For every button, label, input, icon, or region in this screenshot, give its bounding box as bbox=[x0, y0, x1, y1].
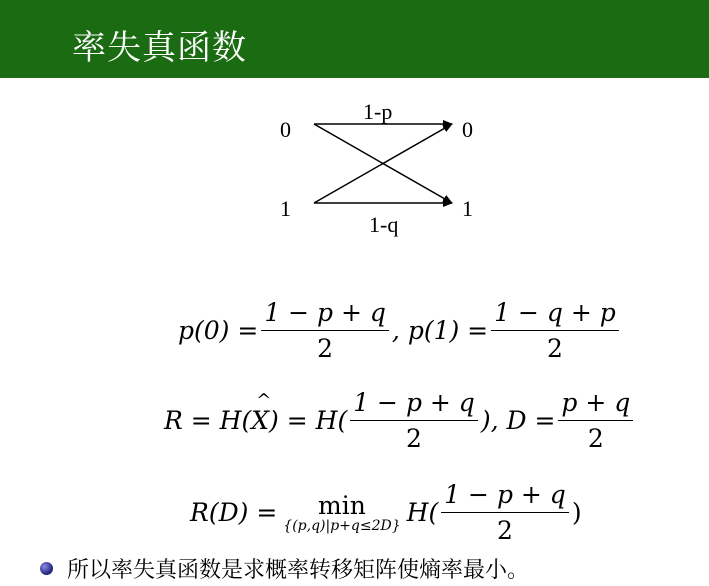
eq2-hat-variable: ^ X bbox=[251, 406, 269, 435]
eq3-lhs: R(D) = bbox=[190, 498, 278, 527]
eq3-min-subscript: {(p,q)|p+q≤2D} bbox=[283, 518, 401, 534]
eq1-frac2-numerator: 1 − q + p bbox=[491, 298, 619, 331]
eq3-h-open: H( bbox=[406, 498, 439, 527]
eq2-fraction-1 bbox=[350, 388, 478, 453]
node-left-0: 0 bbox=[280, 117, 291, 142]
node-left-1: 1 bbox=[280, 196, 291, 221]
eq1-fraction-1 bbox=[261, 298, 389, 363]
eq1-frac1-numerator: 1 − p + q bbox=[261, 298, 389, 331]
eq2-fraction-2 bbox=[558, 388, 633, 453]
eq3-frac-denominator: 2 bbox=[497, 516, 513, 545]
bullet-dot-icon bbox=[40, 562, 53, 575]
eq1-frac1-denominator: 2 bbox=[317, 334, 334, 363]
eq2-frac1-numerator: 1 − p + q bbox=[350, 388, 478, 421]
eq1-lhs: p(0) = bbox=[178, 316, 259, 345]
eq3-min-label: min bbox=[318, 491, 366, 520]
edge-label-bottom: 1-q bbox=[369, 212, 399, 237]
equation-1 bbox=[178, 298, 622, 363]
node-right-0: 0 bbox=[462, 117, 473, 142]
eq1-fraction-2 bbox=[491, 298, 619, 363]
bullet-text: 所以率失真函数是求概率转移矩阵使熵率最小。 bbox=[67, 558, 530, 583]
eq1-frac2-denominator: 2 bbox=[546, 334, 563, 363]
eq2-frac2-denominator: 2 bbox=[587, 424, 604, 453]
eq3-min-operator bbox=[283, 491, 400, 534]
node-right-1: 1 bbox=[462, 196, 473, 221]
slide-title: 率失真函数 bbox=[72, 28, 247, 68]
edge-label-top: 1-p bbox=[363, 99, 393, 124]
title-bar bbox=[0, 0, 709, 78]
eq2-lhs-a: R = H( bbox=[164, 406, 252, 435]
eq2-lhs-b: ) = H( bbox=[269, 406, 348, 435]
bullet-item bbox=[40, 553, 529, 584]
eq3-fraction bbox=[441, 480, 569, 545]
eq1-mid: , p(1) = bbox=[391, 316, 489, 345]
eq2-frac1-denominator: 2 bbox=[406, 424, 422, 453]
eq2-mid: ), D = bbox=[480, 406, 556, 435]
eq2-frac2-numerator: p + q bbox=[558, 388, 633, 421]
eq3-close: ) bbox=[571, 498, 582, 527]
equation-3 bbox=[190, 480, 582, 545]
channel-diagram bbox=[266, 92, 488, 240]
equation-2 bbox=[164, 388, 636, 453]
eq3-frac-numerator: 1 − p + q bbox=[441, 480, 569, 513]
